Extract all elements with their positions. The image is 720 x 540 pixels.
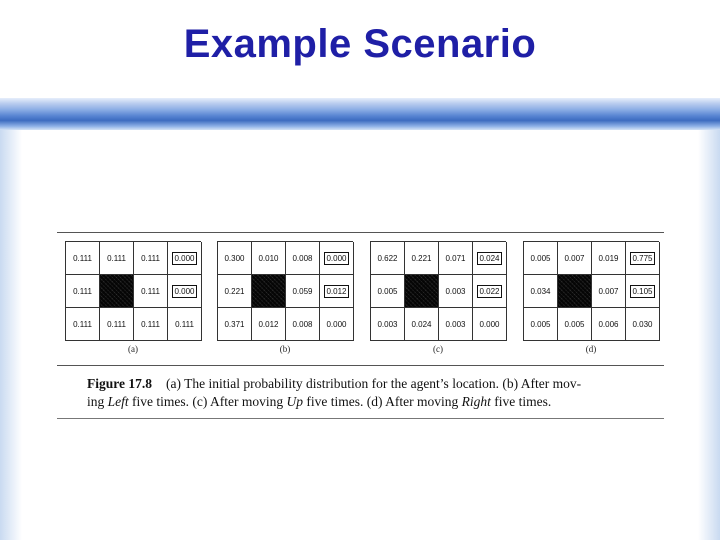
probability-cell (371, 242, 405, 275)
probability-cell (626, 275, 660, 308)
probability-cell (320, 275, 354, 308)
probability-value: 0.371 (224, 319, 245, 329)
probability-value: 0.622 (377, 253, 398, 263)
probability-cell (100, 242, 134, 275)
probability-cell (371, 308, 405, 341)
grid-a (65, 241, 201, 341)
probability-cell (168, 308, 202, 341)
probability-cell (320, 308, 354, 341)
probability-cell (524, 242, 558, 275)
probability-cell (626, 242, 660, 275)
probability-value: 0.000 (174, 286, 195, 296)
panel-label: (b) (279, 344, 291, 354)
probability-value: 0.007 (598, 286, 619, 296)
probability-value: 0.030 (632, 319, 653, 329)
probability-value: 0.300 (224, 253, 245, 263)
probability-cell (524, 308, 558, 341)
probability-cell (558, 242, 592, 275)
probability-cell (371, 275, 405, 308)
probability-value: 0.775 (632, 253, 653, 263)
caption-text: five times. (d) After moving (303, 394, 462, 409)
probability-cell (405, 242, 439, 275)
panel-c (370, 241, 506, 354)
probability-value: 0.024 (411, 319, 432, 329)
probability-cell (592, 242, 626, 275)
probability-value: 0.111 (141, 319, 160, 329)
probability-cell (473, 308, 507, 341)
probability-value: 0.010 (258, 253, 279, 263)
probability-value: 0.111 (107, 319, 126, 329)
caption-action-left: Left (107, 394, 129, 409)
grid-b (217, 241, 353, 341)
probability-value: 0.111 (175, 319, 194, 329)
probability-value: 0.000 (326, 253, 347, 263)
probability-value: 0.006 (598, 319, 619, 329)
figure-panels (57, 232, 664, 366)
probability-value: 0.003 (445, 319, 466, 329)
probability-value: 0.005 (377, 286, 398, 296)
probability-value: 0.008 (292, 253, 313, 263)
caption-action-up: Up (286, 394, 303, 409)
probability-cell (320, 242, 354, 275)
figure-caption (87, 375, 662, 411)
probability-cell (168, 275, 202, 308)
probability-value: 0.000 (174, 253, 195, 263)
probability-value: 0.111 (107, 253, 126, 263)
title-underline-bar (0, 98, 720, 130)
probability-value: 0.012 (258, 319, 279, 329)
obstacle-cell (100, 275, 134, 308)
probability-value: 0.000 (326, 319, 347, 329)
probability-cell (168, 242, 202, 275)
probability-cell (134, 242, 168, 275)
probability-value: 0.022 (479, 286, 500, 296)
obstacle-cell (558, 275, 592, 308)
probability-value: 0.111 (73, 319, 92, 329)
probability-cell (66, 242, 100, 275)
probability-value: 0.019 (598, 253, 619, 263)
probability-value: 0.000 (479, 319, 500, 329)
probability-value: 0.005 (564, 319, 585, 329)
probability-cell (134, 275, 168, 308)
panel-label: (d) (585, 344, 597, 354)
obstacle-cell (252, 275, 286, 308)
probability-value: 0.221 (411, 253, 432, 263)
probability-cell (439, 308, 473, 341)
probability-cell (66, 308, 100, 341)
caption-line-1 (87, 375, 662, 393)
figure-bottom-rule (57, 418, 664, 419)
probability-value: 0.008 (292, 319, 313, 329)
probability-value: 0.111 (141, 253, 160, 263)
probability-cell (218, 275, 252, 308)
right-edge-gradient (698, 130, 720, 540)
probability-cell (66, 275, 100, 308)
probability-value: 0.005 (530, 253, 551, 263)
probability-cell (592, 275, 626, 308)
probability-cell (252, 308, 286, 341)
panel-a (65, 241, 201, 354)
probability-value: 0.105 (632, 286, 653, 296)
probability-cell (100, 308, 134, 341)
probability-value: 0.034 (530, 286, 551, 296)
probability-value: 0.071 (445, 253, 466, 263)
figure-17-8 (57, 232, 664, 420)
panel-label: (c) (433, 344, 443, 354)
caption-line-2 (87, 393, 662, 411)
probability-cell (439, 275, 473, 308)
slide-title: Example Scenario (183, 22, 537, 66)
caption-text: five times. (490, 394, 552, 409)
probability-value: 0.024 (479, 253, 500, 263)
probability-cell (558, 308, 592, 341)
probability-cell (405, 308, 439, 341)
probability-value: 0.003 (377, 319, 398, 329)
probability-value: 0.111 (73, 286, 92, 296)
panel-label: (a) (128, 344, 138, 354)
probability-cell (626, 308, 660, 341)
caption-text: five times. (c) After moving (128, 394, 287, 409)
probability-cell (218, 308, 252, 341)
probability-value: 0.012 (326, 286, 347, 296)
probability-cell (439, 242, 473, 275)
probability-cell (286, 242, 320, 275)
probability-cell (286, 308, 320, 341)
probability-cell (134, 308, 168, 341)
obstacle-cell (405, 275, 439, 308)
probability-value: 0.221 (224, 286, 245, 296)
probability-value: 0.111 (141, 286, 160, 296)
probability-cell (473, 275, 507, 308)
figure-label: Figure 17.8 (87, 376, 152, 391)
caption-text: (a) The initial probability distribution for the agent’s location. (b) After mov- (166, 376, 582, 391)
left-edge-gradient (0, 130, 22, 540)
probability-value: 0.005 (530, 319, 551, 329)
probability-cell (473, 242, 507, 275)
probability-value: 0.111 (73, 253, 92, 263)
probability-value: 0.007 (564, 253, 585, 263)
probability-value: 0.059 (292, 286, 313, 296)
probability-cell (286, 275, 320, 308)
grid-d (523, 241, 659, 341)
panel-b (217, 241, 353, 354)
probability-cell (592, 308, 626, 341)
probability-cell (218, 242, 252, 275)
panel-d (523, 241, 659, 354)
caption-action-right: Right (461, 394, 491, 409)
probability-cell (252, 242, 286, 275)
caption-text: ing (87, 394, 108, 409)
probability-value: 0.003 (445, 286, 466, 296)
grid-c (370, 241, 506, 341)
probability-cell (524, 275, 558, 308)
